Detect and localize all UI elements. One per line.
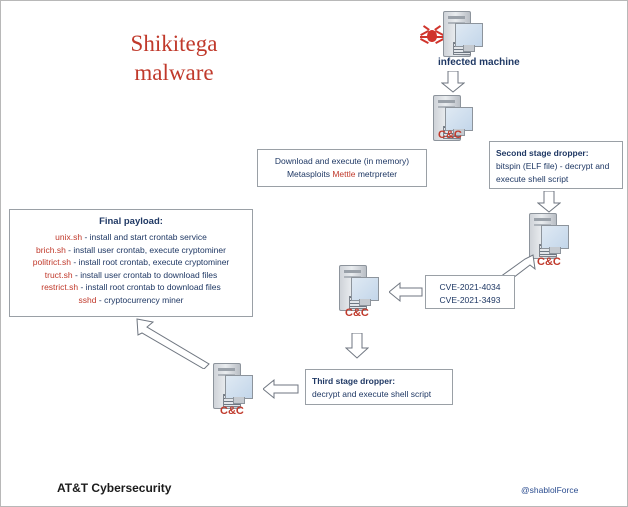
cc-server-2-label: C&C (537, 256, 561, 268)
final-payload-item (16, 269, 246, 282)
final-payload-item (16, 294, 246, 307)
download-execute-line2-suffix: metrpreter (355, 169, 398, 179)
cve-line2: CVE-2021-3493 (439, 295, 501, 305)
page-title-line2: malware (134, 60, 214, 85)
footer-handle: @shablolForce (521, 485, 579, 495)
final-payload-item (16, 256, 246, 269)
cve-box (425, 275, 515, 309)
infected-machine-label: infected machine (438, 57, 520, 68)
third-stage-dropper-box (305, 369, 453, 405)
final-payload-heading: Final payload: (99, 216, 163, 227)
final-payload-item-name: truct.sh (44, 269, 73, 280)
page-title-line1: Shikitega (130, 31, 218, 56)
third-stage-heading: Third stage dropper: (312, 376, 396, 386)
third-stage-body: decrypt and execute shell script (312, 389, 432, 399)
download-execute-line2-prefix: Metasploits (286, 169, 333, 179)
footer-brand: AT&T Cybersecurity (57, 481, 172, 495)
download-execute-line1: Download and execute (in memory) (274, 156, 410, 166)
final-payload-item-desc: - install root crontab, execute cryptominer (71, 257, 230, 267)
final-payload-item (16, 281, 246, 294)
second-stage-dropper-box (489, 141, 623, 189)
download-execute-box (257, 149, 427, 187)
final-payload-item (16, 244, 246, 257)
final-payload-box (9, 209, 253, 317)
cve-line1: CVE-2021-4034 (439, 282, 501, 292)
arrow-cc4-to-final-payload (135, 317, 211, 369)
final-payload-item-name: brich.sh (36, 244, 66, 255)
download-execute-line2-red: Mettle (332, 169, 356, 179)
final-payload-item-name: restrict.sh (41, 282, 79, 292)
arrow-second-stage-to-cc2 (537, 191, 561, 213)
cc-server-1-label: C&C (438, 129, 462, 141)
final-payload-item-desc: - install and start crontab service (82, 232, 207, 242)
final-payload-item-name: unix.sh (55, 232, 83, 242)
arrow-cve-to-cc3 (389, 281, 423, 303)
arrow-cc3-to-third-stage (345, 333, 369, 359)
final-payload-item-name: politrict.sh (32, 257, 71, 267)
arrow-infected-to-cc1 (441, 71, 465, 93)
arrow-third-stage-to-cc4 (263, 378, 299, 400)
final-payload-item-desc: - cryptocurrency miner (96, 294, 184, 305)
cc-server-3-label: C&C (345, 307, 369, 319)
final-payload-item-desc: - install user crontab, execute cryptominer (65, 244, 226, 255)
final-payload-item (16, 231, 246, 244)
final-payload-item-desc: - install root crontab to download files (78, 282, 221, 292)
cc-server-4-label: C&C (220, 405, 244, 417)
second-stage-heading: Second stage dropper: (496, 148, 589, 158)
final-payload-item-name: sshd (78, 294, 97, 305)
second-stage-body: bitspin (ELF file) - decrypt and execute shell script (496, 161, 610, 184)
final-payload-item-desc: - install user crontab to download files (72, 269, 218, 280)
bug-icon (421, 25, 443, 47)
page-title (59, 29, 289, 87)
